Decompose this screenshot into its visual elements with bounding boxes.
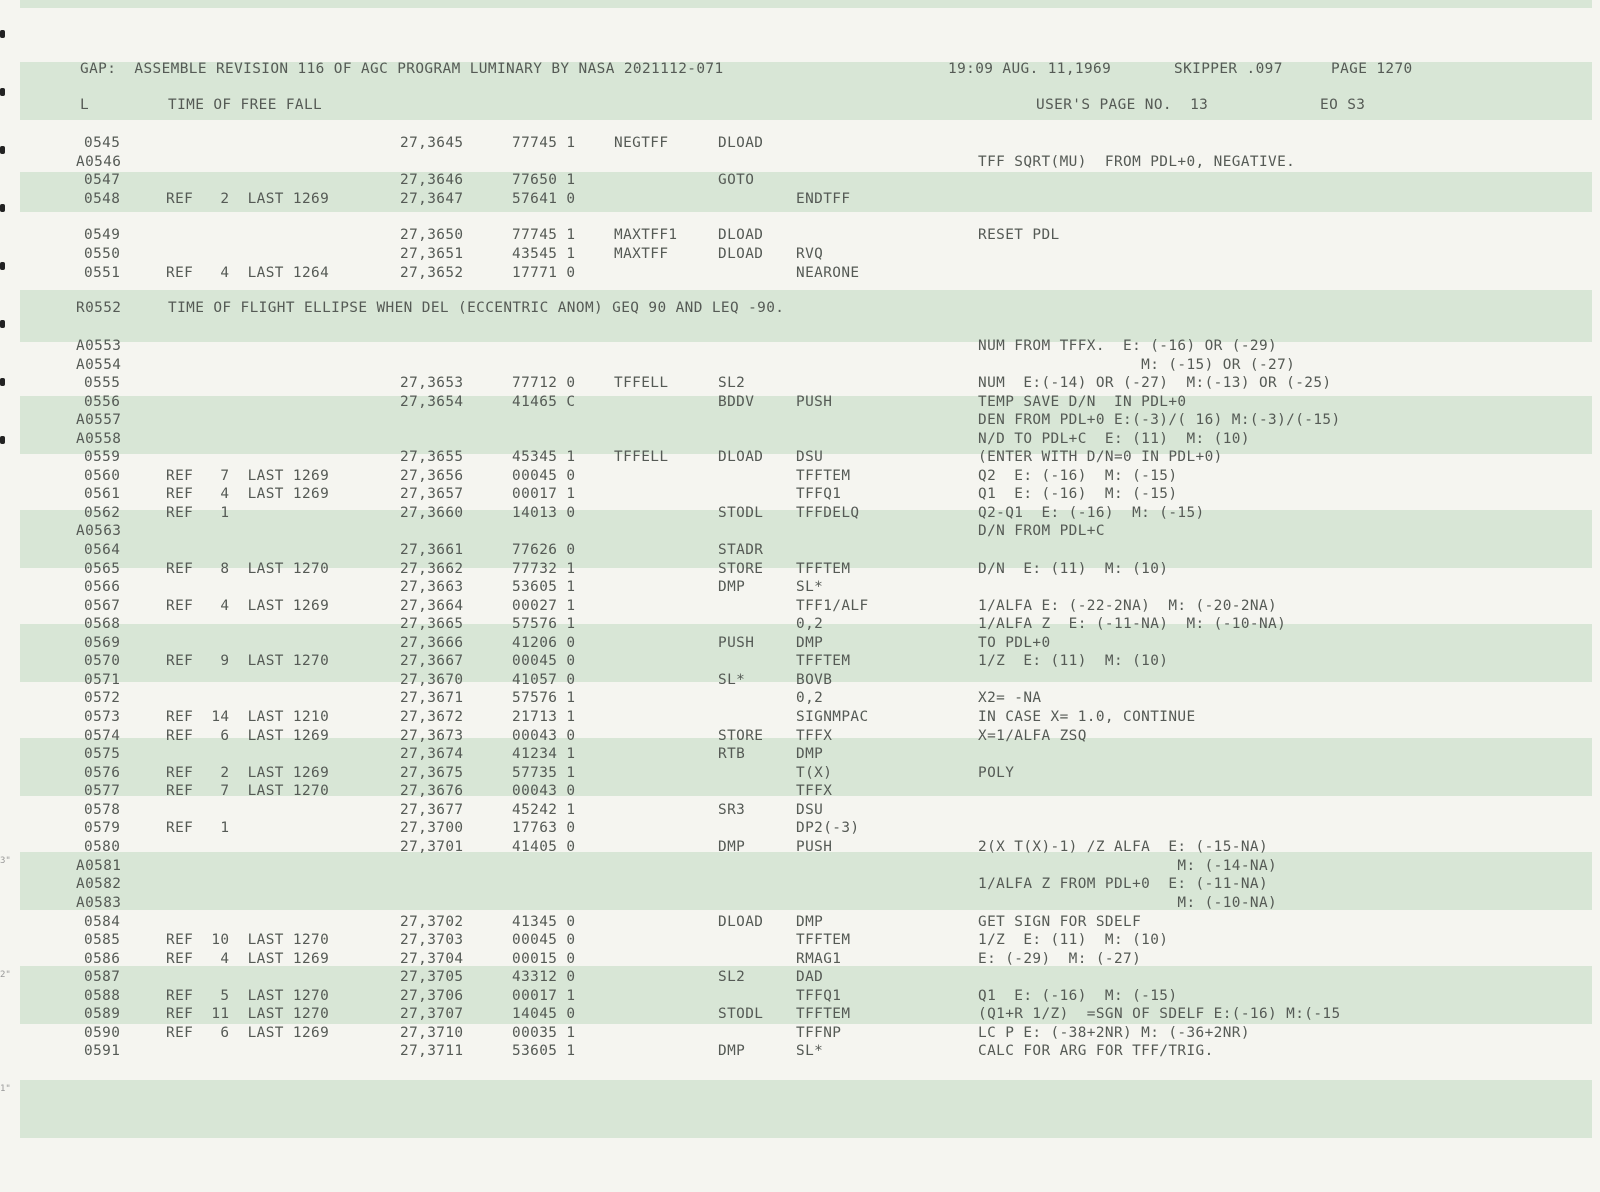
- row-operand: DMP: [796, 746, 824, 762]
- row-addr: 27,3655: [400, 449, 464, 465]
- listing-row: [0, 688, 1600, 708]
- row-ref: REF 10 LAST 1270: [166, 932, 330, 948]
- row-addr: 27,3673: [400, 728, 464, 744]
- row-line: 0559: [84, 449, 121, 465]
- row-addr: 27,3653: [400, 375, 464, 391]
- row-addr: 27,3657: [400, 486, 464, 502]
- row-op: DLOAD: [718, 449, 764, 465]
- row-op: DLOAD: [718, 914, 764, 930]
- row-operand: TFFTEM: [796, 653, 851, 669]
- row-comment: M: (-10-NA): [978, 895, 1278, 911]
- row-comment: 1/Z E: (11) M: (10): [978, 932, 1169, 948]
- skipper-label: SKIPPER .097: [1174, 61, 1283, 77]
- row-comment: TO PDL+0: [978, 635, 1051, 651]
- row-line: 0551: [84, 265, 121, 281]
- listing-row: [0, 355, 1600, 375]
- row-code: 41057 0: [512, 672, 576, 688]
- row-operand: TFFDELQ: [796, 505, 860, 521]
- row-ref: REF 8 LAST 1270: [166, 561, 330, 577]
- row-code: 77745 1: [512, 227, 576, 243]
- row-code: 00043 0: [512, 783, 576, 799]
- row-operand: NEARONE: [796, 265, 860, 281]
- print-datetime: 19:09 AUG. 11,1969: [948, 61, 1112, 77]
- listing-row: [0, 744, 1600, 764]
- row-comment: X=1/ALFA ZSQ: [978, 728, 1087, 744]
- row-comment: Q1 E: (-16) M: (-15): [978, 486, 1178, 502]
- row-op: DLOAD: [718, 135, 764, 151]
- listing-row: [0, 726, 1600, 746]
- margin-tick-2: 2": [0, 970, 11, 980]
- listing-row: [0, 837, 1600, 857]
- row-line: A0557: [76, 412, 122, 428]
- row-operand: TFFQ1: [796, 988, 842, 1004]
- row-line: 0579: [84, 820, 121, 836]
- row-ref: REF 6 LAST 1269: [166, 1025, 330, 1041]
- row-operand: DSU: [796, 802, 824, 818]
- row-operand: TFFTEM: [796, 468, 851, 484]
- row-addr: 27,3670: [400, 672, 464, 688]
- row-addr: 27,3662: [400, 561, 464, 577]
- row-line: 0585: [84, 932, 121, 948]
- listing-row: [0, 540, 1600, 560]
- row-line: 0556: [84, 394, 121, 410]
- row-line: 0569: [84, 635, 121, 651]
- row-line: A0553: [76, 338, 122, 354]
- row-code: 77650 1: [512, 172, 576, 188]
- row-operand: RMAG1: [796, 951, 842, 967]
- paper-band: [20, 1080, 1592, 1138]
- row-ref: REF 6 LAST 1269: [166, 728, 330, 744]
- row-code: 14013 0: [512, 505, 576, 521]
- row-addr: 27,3672: [400, 709, 464, 725]
- row-code: 41405 0: [512, 839, 576, 855]
- row-addr: 27,3710: [400, 1025, 464, 1041]
- row-label: NEGTFF: [614, 135, 669, 151]
- listing-row: [0, 949, 1600, 969]
- row-line: 0564: [84, 542, 121, 558]
- row-comment: 1/Z E: (11) M: (10): [978, 653, 1169, 669]
- row-operand: DMP: [796, 635, 824, 651]
- row-label: TFFELL: [614, 449, 669, 465]
- row-code: 00017 1: [512, 988, 576, 1004]
- section-title: TIME OF FREE FALL: [168, 97, 323, 113]
- row-addr: 27,3651: [400, 246, 464, 262]
- row-line: 0560: [84, 468, 121, 484]
- row-line: 0549: [84, 227, 121, 243]
- row-addr: 27,3654: [400, 394, 464, 410]
- row-comment: 1/ALFA Z E: (-11-NA) M: (-10-NA): [978, 616, 1287, 632]
- row-line: 0576: [84, 765, 121, 781]
- subheader-line: [0, 95, 1600, 115]
- row-op: BDDV: [718, 394, 755, 410]
- row-comment: N/D TO PDL+C E: (11) M: (10): [978, 431, 1250, 447]
- row-comment: (Q1+R 1/Z) =SGN OF SDELF E:(-16) M:(-15: [978, 1006, 1341, 1022]
- row-op: RTB: [718, 746, 746, 762]
- row-line: 0588: [84, 988, 121, 1004]
- row-line: 0555: [84, 375, 121, 391]
- row-operand: DSU: [796, 449, 824, 465]
- listing-row: [0, 298, 1600, 318]
- row-label: MAXTFF: [614, 246, 669, 262]
- row-addr: 27,3706: [400, 988, 464, 1004]
- row-ref: REF 11 LAST 1270: [166, 1006, 330, 1022]
- row-op: STORE: [718, 728, 764, 744]
- row-code: 57576 1: [512, 616, 576, 632]
- row-comment: Q1 E: (-16) M: (-15): [978, 988, 1178, 1004]
- listing-row: [0, 392, 1600, 412]
- row-line: 0577: [84, 783, 121, 799]
- row-operand: SIGNMPAC: [796, 709, 869, 725]
- row-line: 0547: [84, 172, 121, 188]
- row-comment: Q2 E: (-16) M: (-15): [978, 468, 1178, 484]
- row-addr: 27,3656: [400, 468, 464, 484]
- row-operand: BOVB: [796, 672, 833, 688]
- row-comment: 1/ALFA Z FROM PDL+0 E: (-11-NA): [978, 876, 1269, 892]
- listing-row: [0, 651, 1600, 671]
- row-operand: PUSH: [796, 839, 833, 855]
- row-operand: TFFTEM: [796, 932, 851, 948]
- listing-row: [0, 263, 1600, 283]
- listing-row: [0, 152, 1600, 172]
- row-code: 43545 1: [512, 246, 576, 262]
- row-addr: 27,3666: [400, 635, 464, 651]
- row-operand: TFF1/ALF: [796, 598, 869, 614]
- row-line: A0583: [76, 895, 122, 911]
- row-line: 0561: [84, 486, 121, 502]
- row-line: 0590: [84, 1025, 121, 1041]
- margin-tick-3: 3": [0, 856, 11, 866]
- row-comment: M: (-14-NA): [978, 858, 1278, 874]
- row-comment: TFF SQRT(MU) FROM PDL+0, NEGATIVE.: [978, 154, 1296, 170]
- row-addr: 27,3663: [400, 579, 464, 595]
- row-comment: X2= -NA: [978, 690, 1042, 706]
- row-line: 0591: [84, 1043, 121, 1059]
- listing-row: [0, 707, 1600, 727]
- row-addr: 27,3707: [400, 1006, 464, 1022]
- row-code: 77745 1: [512, 135, 576, 151]
- row-op: DMP: [718, 579, 746, 595]
- row-line: 0545: [84, 135, 121, 151]
- row-line: 0567: [84, 598, 121, 614]
- row-ref: REF 4 LAST 1269: [166, 951, 330, 967]
- row-operand: TFFX: [796, 783, 833, 799]
- row-addr: 27,3711: [400, 1043, 464, 1059]
- row-comment: (ENTER WITH D/N=0 IN PDL+0): [978, 449, 1223, 465]
- listing-row: [0, 577, 1600, 597]
- row-ref: REF 1: [166, 505, 230, 521]
- listing-row: [0, 856, 1600, 876]
- listing-row: [0, 244, 1600, 264]
- row-comment: E: (-29) M: (-27): [978, 951, 1142, 967]
- listing-row: [0, 1004, 1600, 1024]
- listing-row: [0, 912, 1600, 932]
- row-line: 0572: [84, 690, 121, 706]
- row-ref: REF 2 LAST 1269: [166, 191, 330, 207]
- row-addr: 27,3705: [400, 969, 464, 985]
- row-operand: 0,2: [796, 690, 824, 706]
- row-label: MAXTFF1: [614, 227, 678, 243]
- row-line: 0570: [84, 653, 121, 669]
- row-addr: 27,3701: [400, 839, 464, 855]
- row-line: 0574: [84, 728, 121, 744]
- feed-hole: [0, 30, 5, 38]
- row-addr: 27,3665: [400, 616, 464, 632]
- listing-row: [0, 170, 1600, 190]
- header-line: [0, 59, 1600, 79]
- listing-row: [0, 521, 1600, 541]
- row-ref: REF 9 LAST 1270: [166, 653, 330, 669]
- row-label: TFFELL: [614, 375, 669, 391]
- row-op: SR3: [718, 802, 746, 818]
- row-comment: 2(X T(X)-1) /Z ALFA E: (-15-NA): [978, 839, 1269, 855]
- row-code: 17763 0: [512, 820, 576, 836]
- row-operand: TFFTEM: [796, 1006, 851, 1022]
- listing-row: [0, 133, 1600, 153]
- row-line: 0589: [84, 1006, 121, 1022]
- row-operand: RVQ: [796, 246, 824, 262]
- row-addr: 27,3667: [400, 653, 464, 669]
- row-operand: TFFX: [796, 728, 833, 744]
- row-line: A0582: [76, 876, 122, 892]
- listing-row: [0, 1023, 1600, 1043]
- row-comment: 1/ALFA E: (-22-2NA) M: (-20-2NA): [978, 598, 1278, 614]
- row-addr: 27,3674: [400, 746, 464, 762]
- listing-row: [0, 484, 1600, 504]
- row-ref: REF 7 LAST 1270: [166, 783, 330, 799]
- listing-row: [0, 336, 1600, 356]
- row-comment: M: (-15) OR (-27): [978, 357, 1296, 373]
- row-line: R0552: [76, 300, 122, 316]
- row-code: 00045 0: [512, 932, 576, 948]
- row-operand: DP2(-3): [796, 820, 860, 836]
- listing-row: [0, 781, 1600, 801]
- row-line: 0586: [84, 951, 121, 967]
- listing-row: [0, 373, 1600, 393]
- listing-row: [0, 614, 1600, 634]
- row-line: 0578: [84, 802, 121, 818]
- listing-row: [0, 447, 1600, 467]
- row-code: 57641 0: [512, 191, 576, 207]
- row-addr: 27,3652: [400, 265, 464, 281]
- listing-row: [0, 225, 1600, 245]
- listing-row: [0, 763, 1600, 783]
- listing-row: [0, 429, 1600, 449]
- row-comment: GET SIGN FOR SDELF: [978, 914, 1142, 930]
- row-code: 00045 0: [512, 468, 576, 484]
- row-addr: 27,3675: [400, 765, 464, 781]
- row-line: A0563: [76, 523, 122, 539]
- row-line: A0546: [76, 154, 122, 170]
- row-code: 41206 0: [512, 635, 576, 651]
- listing-row: [0, 670, 1600, 690]
- row-operand: TFFNP: [796, 1025, 842, 1041]
- log-mark: L: [80, 97, 90, 113]
- row-op: DLOAD: [718, 227, 764, 243]
- row-ref: REF 4 LAST 1264: [166, 265, 330, 281]
- listing-row: [0, 874, 1600, 894]
- row-code: 17771 0: [512, 265, 576, 281]
- listing-row: [0, 503, 1600, 523]
- row-addr: 27,3704: [400, 951, 464, 967]
- row-op: STORE: [718, 561, 764, 577]
- row-ref: REF 5 LAST 1270: [166, 988, 330, 1004]
- listing-row: [0, 633, 1600, 653]
- row-line: 0575: [84, 746, 121, 762]
- row-operand: 0,2: [796, 616, 824, 632]
- row-code: 00045 0: [512, 653, 576, 669]
- row-comment: NUM FROM TFFX. E: (-16) OR (-29): [978, 338, 1278, 354]
- row-line: A0581: [76, 858, 122, 874]
- row-operand: DAD: [796, 969, 824, 985]
- row-comment: LC P E: (-38+2NR) M: (-36+2NR): [978, 1025, 1250, 1041]
- row-addr: 27,3676: [400, 783, 464, 799]
- row-operand: PUSH: [796, 394, 833, 410]
- row-comment: D/N E: (11) M: (10): [978, 561, 1169, 577]
- row-op: GOTO: [718, 172, 755, 188]
- row-line: 0571: [84, 672, 121, 688]
- row-line: 0568: [84, 616, 121, 632]
- listing-row: [0, 559, 1600, 579]
- row-line: 0580: [84, 839, 121, 855]
- row-op: SL2: [718, 375, 746, 391]
- row-code: 57735 1: [512, 765, 576, 781]
- row-operand: SL*: [796, 579, 824, 595]
- row-operand: T(X): [796, 765, 833, 781]
- row-line: 0587: [84, 969, 121, 985]
- row-code: 00027 1: [512, 598, 576, 614]
- row-comment: IN CASE X= 1.0, CONTINUE: [978, 709, 1196, 725]
- users-page-number: USER'S PAGE NO. 13: [1036, 97, 1209, 113]
- margin-tick-1: 1": [0, 1084, 11, 1094]
- row-code: 45345 1: [512, 449, 576, 465]
- row-op: PUSH: [718, 635, 755, 651]
- row-code: 00035 1: [512, 1025, 576, 1041]
- row-line: 0584: [84, 914, 121, 930]
- row-code: 77712 0: [512, 375, 576, 391]
- row-code: 41345 0: [512, 914, 576, 930]
- row-op: SL2: [718, 969, 746, 985]
- row-code: 41465 C: [512, 394, 576, 410]
- row-operand: TFFTEM: [796, 561, 851, 577]
- assembly-title: GAP: ASSEMBLE REVISION 116 OF AGC PROGRAM LUMINARY BY NASA 2021112-071: [80, 61, 724, 77]
- row-line: A0558: [76, 431, 122, 447]
- row-addr: 27,3671: [400, 690, 464, 706]
- feed-hole: [0, 320, 5, 328]
- listing-row: [0, 1041, 1600, 1061]
- row-op: STADR: [718, 542, 764, 558]
- row-op: SL*: [718, 672, 746, 688]
- row-code: 21713 1: [512, 709, 576, 725]
- row-operand: TFFQ1: [796, 486, 842, 502]
- row-operand: ENDTFF: [796, 191, 851, 207]
- row-comment: D/N FROM PDL+C: [978, 523, 1105, 539]
- row-op: DMP: [718, 1043, 746, 1059]
- row-comment: DEN FROM PDL+0 E:(-3)/( 16) M:(-3)/(-15): [978, 412, 1341, 428]
- row-ref: REF 1: [166, 820, 230, 836]
- row-code: 77626 0: [512, 542, 576, 558]
- row-line: 0548: [84, 191, 121, 207]
- row-comment: CALC FOR ARG FOR TFF/TRIG.: [978, 1043, 1214, 1059]
- row-code: 00015 0: [512, 951, 576, 967]
- row-code: 57576 1: [512, 690, 576, 706]
- row-code: 00043 0: [512, 728, 576, 744]
- row-addr: 27,3660: [400, 505, 464, 521]
- row-ref: REF 2 LAST 1269: [166, 765, 330, 781]
- listing-row: [0, 893, 1600, 913]
- row-addr: 27,3677: [400, 802, 464, 818]
- listing-row: [0, 986, 1600, 1006]
- row-op: DMP: [718, 839, 746, 855]
- listing-row: [0, 466, 1600, 486]
- row-comment: POLY: [978, 765, 1015, 781]
- row-addr: 27,3703: [400, 932, 464, 948]
- row-op: DLOAD: [718, 246, 764, 262]
- row-addr: 27,3647: [400, 191, 464, 207]
- row-line: 0573: [84, 709, 121, 725]
- row-code: 77732 1: [512, 561, 576, 577]
- row-ref: REF 4 LAST 1269: [166, 486, 330, 502]
- row-ref: REF 14 LAST 1210: [166, 709, 330, 725]
- row-addr: 27,3702: [400, 914, 464, 930]
- row-addr: 27,3664: [400, 598, 464, 614]
- row-operand: SL*: [796, 1043, 824, 1059]
- row-line: A0554: [76, 357, 122, 373]
- listing-row: [0, 967, 1600, 987]
- listing-row: [0, 410, 1600, 430]
- page-number: PAGE 1270: [1331, 61, 1413, 77]
- row-code: 43312 0: [512, 969, 576, 985]
- row-line: 0562: [84, 505, 121, 521]
- row-addr: 27,3650: [400, 227, 464, 243]
- row-code: 45242 1: [512, 802, 576, 818]
- row-addr: 27,3700: [400, 820, 464, 836]
- row-addr: 27,3645: [400, 135, 464, 151]
- paper-band: [20, 0, 1592, 8]
- listing-row: [0, 596, 1600, 616]
- listing-row: [0, 800, 1600, 820]
- row-ref: REF 4 LAST 1269: [166, 598, 330, 614]
- row-line: 0565: [84, 561, 121, 577]
- row-code: 14045 0: [512, 1006, 576, 1022]
- listing-row: [0, 818, 1600, 838]
- row-line: 0550: [84, 246, 121, 262]
- row-op: STODL: [718, 1006, 764, 1022]
- row-ref: REF 7 LAST 1269: [166, 468, 330, 484]
- row-line: 0566: [84, 579, 121, 595]
- eo-code: EO S3: [1320, 97, 1366, 113]
- row-addr: 27,3661: [400, 542, 464, 558]
- listing-row: [0, 189, 1600, 209]
- row-comment: NUM E:(-14) OR (-27) M:(-13) OR (-25): [978, 375, 1332, 391]
- row-code: 53605 1: [512, 1043, 576, 1059]
- remark-text: TIME OF FLIGHT ELLIPSE WHEN DEL (ECCENTRIC ANOM) GEQ 90 AND LEQ -90.: [168, 300, 785, 316]
- row-addr: 27,3646: [400, 172, 464, 188]
- row-comment: RESET PDL: [978, 227, 1060, 243]
- row-code: 53605 1: [512, 579, 576, 595]
- row-comment: TEMP SAVE D/N IN PDL+0: [978, 394, 1187, 410]
- listing-row: [0, 930, 1600, 950]
- row-code: 00017 1: [512, 486, 576, 502]
- row-op: STODL: [718, 505, 764, 521]
- row-comment: Q2-Q1 E: (-16) M: (-15): [978, 505, 1205, 521]
- row-code: 41234 1: [512, 746, 576, 762]
- row-operand: DMP: [796, 914, 824, 930]
